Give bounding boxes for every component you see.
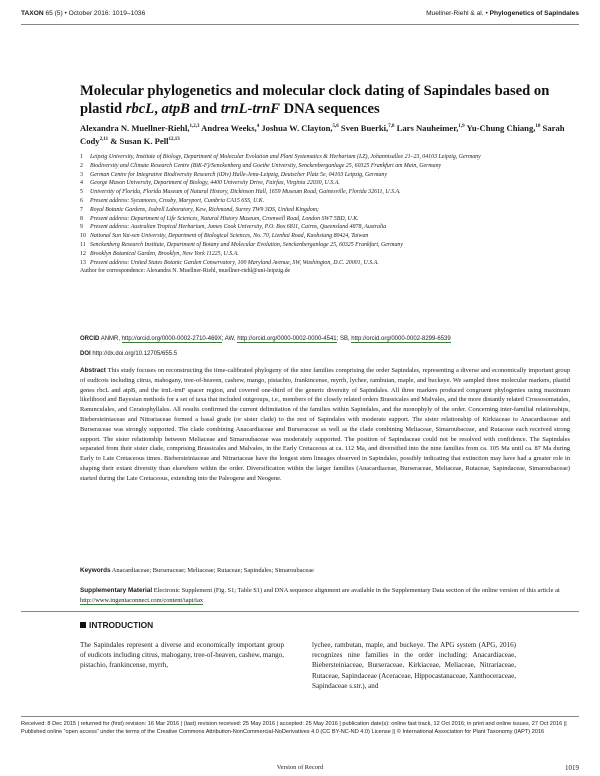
affiliation-number: 1 — [80, 154, 83, 160]
affiliation-number: 2 — [80, 162, 83, 169]
affiliation-text: Brooklyn Botanical Garden, Brooklyn, New York 11225, U.S.A. — [90, 250, 239, 257]
affiliation-text: Present address: Australian Tropical Herbarium, James Cook University, P.O. Box 6811, Cairns, Queensland 4878, Australia — [90, 224, 387, 231]
supplementary-link[interactable]: http://www.ingentaconnect.com/content/iapt/tax — [80, 596, 204, 604]
header-journal-info — [21, 10, 145, 17]
author-list — [80, 121, 570, 148]
author-name: Sarah Cody — [80, 122, 565, 147]
title-fragment: Molecular phylogenetics and molecular clock dating of Sapindales based on plastid — [80, 83, 550, 117]
doi-line — [80, 351, 177, 357]
section-rule — [21, 611, 579, 612]
affiliation-number: 4 — [80, 180, 83, 187]
journal-issue: 65 (5) • October 2016: 1019–1036 — [45, 10, 146, 17]
affiliation-text: Senckenberg Research Institute, Department of Botany and Molecular Evolution, Senckenberganlage 25, 60325 Frankfurt, Germany — [90, 241, 403, 248]
affiliation-item — [80, 259, 570, 268]
affiliation-text: Present address: United States Botanic Garden Conservatory, 100 Maryland Avenue, SW, Washington, D.C. 20001, U.S.A. — [90, 259, 379, 266]
article-title — [80, 82, 560, 118]
affiliation-number: 10 — [80, 233, 86, 240]
publication-history: Received: 8 Dec 2015 | returned for (first) revision: 16 Mar 2016 | (last) revision received: 25 May 2016 | accepted: 25 May 2016 | publication date(s): online fast track, 12 Oct 2016; in print and online issues, 27 Oct 2016 || Published online “open access” under the terms of the Creative Commons Attribution-NonCommercial-NoDerivatives 4.0 (CC BY-NC-ND 4.0) License || © International Association for Plant Taxonomy (IAPT) 2016 — [21, 721, 567, 736]
affiliation-item — [80, 241, 570, 250]
affiliation-item — [80, 206, 570, 215]
author-name: Alexandra N. Muellner-Riehl, — [80, 122, 190, 133]
header-running-title: Muellner-Riehl & al. • Phylogenetics of Sapindales — [426, 10, 579, 17]
author-name: Andrea Weeks, — [199, 122, 257, 133]
affiliation-text: Present address: Sycamores, Crosby, Maryport, Cumbria CA15 6SS, U.K. — [90, 197, 265, 204]
author-name: Sven Buerki, — [338, 122, 389, 133]
affiliation-text: George Mason University, Department of Biology, 4400 University Drive, Fairfax, Virginia 22030, U.S.A. — [90, 180, 340, 187]
affiliation-marker: 12,13 — [168, 137, 180, 143]
affiliation-item — [80, 250, 570, 259]
footer-rule — [21, 716, 579, 717]
page-number: 1019 — [565, 764, 579, 772]
affiliation-number: 3 — [80, 171, 83, 178]
affiliation-item — [80, 179, 570, 188]
affiliation-number: 8 — [80, 215, 83, 222]
orcid-prefix-1: ANMR, — [100, 336, 122, 342]
affiliation-text: University of Florida, Florida Museum of Natural History, Dickinson Hall, 1659 Museum Road, Gainesville, Florida 32611, U.S.A. — [90, 189, 401, 196]
abstract — [80, 366, 570, 484]
doi-link[interactable]: http://dx.doi.org/10.12705/655.5 — [92, 351, 178, 357]
abstract-label: Abstract — [80, 367, 106, 374]
abstract-text: This study focuses on reconstructing the time-calibrated phylogeny of the nine families comprising the order Sapindales, representing a diverse and economically important group of eudicots including citrus, mahogany, tree-of-heaven, cashew, mango, pistachio, frankincense, myrrh, lychee, rambutan, maple, and buckeye. We sampled three molecular markers, plastid genes rbcL and atpB, and the trnL-trnF spacer region, and covered one-third of the generic diversity of Sapindales. All three markers produced congruent phylogenies using maximum likelihood and Bayesian methods for a set of taxa that included outgroups, i.e., members of the closely related orders Brassicales and Malvales, and the more distantly related Crossosomatales, Ranunculales, and Ceratophyllales. All results confirmed the current delimitation of the families within Sapindales, and the monophyly of the order. Concerning inter-familial relationships, Biebersteiniaceae and Nitrariaceae formed a basal grade (or sister clade) to the rest of Sapindales with moderate support. The sister relationship of Kirkiaceae to Anacardiaceae and Burseraceae was strongly supported. The clade combining Anacardiaceae and Burseraceae as well as the clade combining Meliaceae, Simaroubaceae, and Rutaceae each received strong support. The sister relationship between Meliaceae and Simaroubaceae was moderately supported. The position of Sapindaceae could not be resolved with confidence. The Sapindales separated from their sister clade, comprising Brassicales and Malvales, in the Early Cretaceous at ca. 112 Ma, and diversified into the nine families from ca. 105 Ma until ca. 87 Ma during Early to Late Cretaceous times. Biebersteiniaceae and Nitrariaceae have the longest stem lineages observed in Sapindales, possibly indicating that extinction may have had a greater role in shaping their extant diversity than elsewhere within the order. Diversification within the larger families (Anacardiaceae, Burseraceae, Meliaceae, Rutaceae, Sapindaceae, Simaroubaceae) started during the Late Cretaceous, extending into the Paleogene and Neogene. — [80, 367, 570, 482]
author-name: Yu-Chung Chiang, — [464, 122, 536, 133]
affiliation-number: 11 — [80, 241, 86, 248]
supplementary-label: Supplementary Material — [80, 587, 153, 594]
doi-label: DOI — [80, 351, 91, 357]
affiliation-item — [80, 171, 570, 180]
affiliation-text: Biodiversity and Climate Research Centre (BiK-F)/Senckenberg and Goethe University, Senckenberganlage 25, 60325 Frankfurt am Main, Germany — [90, 162, 442, 169]
keywords — [80, 566, 570, 575]
intro-column-2: lychee, rambutan, maple, and buckeye. The APG system (APG, 2016) recognizes nine families in the order including: Anacardiaceae, Biebersteiniaceae, Burseraceae, Kirkiaceae, Meliaceae, Nitrariaceae, Rutaceae, Sapindaceae (Aceraceae, Hippocastanaceae, Xanthoceraceae, Sapindaceae s.str.), and — [312, 641, 517, 690]
running-authors: Muellner-Riehl & al. — [426, 10, 484, 17]
title-fragment: and — [189, 101, 221, 117]
title-fragment: atpB — [161, 101, 190, 117]
affiliations — [80, 153, 570, 276]
intro-column-1: The Sapindales represent a diverse and economically important group of eudicots including citrus, mahogany, tree-of-heaven, cashew, mango, pistachio, frankincense, myrrh, — [80, 641, 284, 670]
affiliation-marker: 2,11 — [99, 137, 109, 143]
affiliation-marker: 5,6 — [332, 124, 339, 129]
header-rule — [21, 24, 579, 25]
author-name: & Susan K. Pell — [108, 136, 169, 147]
orcid-link-sb[interactable]: http://orcid.org/0000-0002-8299-6539 — [351, 336, 451, 342]
affiliation-number: 13 — [80, 259, 86, 266]
section-heading-text: INTRODUCTION — [89, 620, 154, 630]
affiliation-marker: 10 — [535, 124, 541, 129]
author-name: Lars Nauheimer, — [394, 122, 459, 133]
affiliation-text: German Centre for Integrative Biodiversity Research (iDiv) Halle-Jena-Leipzig, Deutscher Platz 5e, 04103 Leipzig, Germany — [90, 171, 387, 178]
affiliation-text: Royal Botanic Gardens, Jodrell Laboratory, Kew, Richmond, Surrey TW9 3DS, United Kingdom; — [90, 206, 319, 213]
affiliation-marker: 4 — [256, 124, 260, 129]
affiliation-text: National Sun Yat-sen University, Department of Biological Sciences, No. 70, Lienhai Road, Kaohsiung 80424, Taiwan — [90, 233, 369, 240]
affiliation-text: Leipzig University, Institute of Biology, Department of Molecular Evolution and Plant Systematics & Herbarium (LZ), Johannisallee 21–23, 04103 Leipzig, Germany — [90, 154, 481, 160]
affiliation-item — [80, 153, 570, 162]
orcid-label: ORCID — [80, 336, 100, 342]
orcid-line — [80, 335, 570, 344]
affiliation-marker: 1,2,3 — [189, 124, 200, 129]
affiliation-item — [80, 162, 570, 171]
affiliation-item — [80, 188, 570, 197]
keywords-text: Anacardiaceae; Burseraceae; Meliaceae; Rutaceae; Sapindales; Simaroubaceae — [111, 567, 314, 574]
running-header — [21, 10, 579, 22]
title-fragment: rbcL — [125, 101, 155, 117]
keywords-label: Keywords — [80, 567, 111, 574]
square-bullet-icon — [80, 622, 86, 628]
title-fragment: DNA sequences — [279, 101, 380, 117]
orcid-prefix-3: ; SB, — [336, 336, 352, 342]
supplementary-text: Electronic Supplement (Fig. S1; Table S1) and DNA sequence alignment are available in the Supplementary Data section of the online version of this article at — [153, 587, 560, 594]
affiliation-marker: 1,9 — [458, 124, 465, 129]
version-of-record: Version of Record — [276, 764, 324, 771]
author-name: Joshua W. Clayton, — [259, 122, 333, 133]
supplementary-material — [80, 586, 570, 605]
journal-name: TAXON — [21, 10, 44, 17]
affiliation-item — [80, 197, 570, 206]
title-fragment: , — [154, 101, 162, 117]
affiliation-item — [80, 223, 570, 232]
section-heading — [80, 620, 153, 630]
affiliation-item — [80, 232, 570, 241]
orcid-prefix-2: ; AW, — [221, 336, 238, 342]
affiliation-number: 7 — [80, 206, 83, 213]
affiliation-number: 9 — [80, 224, 83, 231]
affiliation-number: 6 — [80, 197, 83, 204]
affiliation-number: 12 — [80, 250, 86, 257]
affiliation-number: 5 — [80, 189, 83, 196]
orcid-link-aw[interactable]: http://orcid.org/0000-0002-0000-4541 — [237, 336, 337, 342]
title-fragment: trnL-trnF — [220, 101, 280, 117]
orcid-link-anmr[interactable]: http://orcid.org/0000-0002-2710-469X — [121, 336, 222, 342]
affiliation-marker: 7,8 — [388, 124, 395, 129]
running-title: Phylogenetics of Sapindales — [489, 10, 579, 17]
correspondence: Author for correspondence: Alexandra N. Muellner-Riehl, muellner-riehl@uni-leipzig.de — [80, 268, 291, 275]
affiliation-text: Present address: Department of Life Sciences, Natural History Museum, Cromwell Road, London SW7 5BD, U.K. — [90, 215, 359, 222]
affiliation-item — [80, 215, 570, 224]
